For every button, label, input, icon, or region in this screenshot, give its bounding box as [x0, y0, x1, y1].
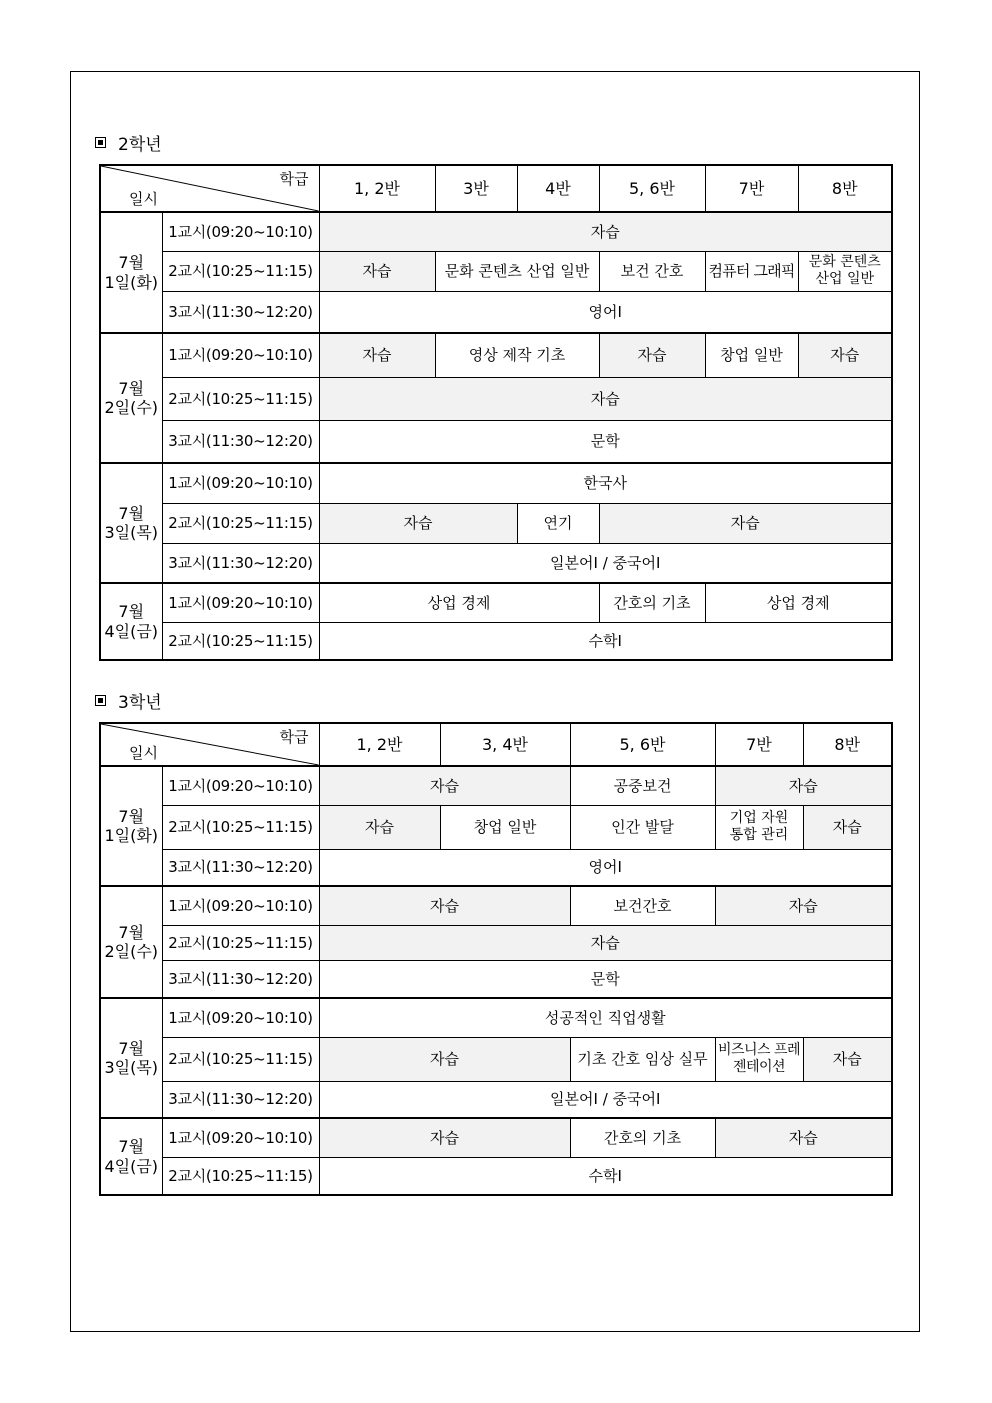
date-cell [100, 886, 162, 998]
period-label: 1교시(09:20~10:10) [162, 212, 319, 251]
date-day: 3일(목) [104, 1058, 159, 1077]
subject-cell: 자습 [715, 1118, 892, 1157]
subject-cell: 기업 자원 통합 관리 [715, 805, 803, 849]
subject-cell: 비즈니스 프레젠테이션 [715, 1037, 803, 1081]
table-row [100, 1081, 892, 1118]
date-day: 3일(목) [104, 523, 159, 542]
subject-cell: 자습 [319, 886, 570, 925]
date-month: 7월 [118, 922, 145, 942]
subject-cell: 자습 [803, 1037, 892, 1081]
subject-cell: 상업 경제 [705, 583, 892, 622]
subject-cell: 영상 제작 기초 [435, 333, 599, 377]
subject-cell: 간호의 기초 [599, 583, 705, 622]
subject-cell: 문학 [319, 420, 892, 463]
table-row [100, 420, 892, 463]
period-label: 2교시(10:25~11:15) [162, 377, 319, 420]
period-label: 1교시(09:20~10:10) [162, 333, 319, 377]
table-row [100, 377, 892, 420]
date-day: 4일(금) [104, 621, 159, 641]
grade3-header-row [100, 723, 892, 766]
grade2-header-row [100, 165, 892, 212]
subject-cell: 문화 콘텐츠 산업 일반 [435, 251, 599, 291]
corner-cell [100, 723, 319, 766]
subject-cell: 자습 [803, 805, 892, 849]
date-month: 7월 [118, 503, 145, 523]
table-row [100, 543, 892, 583]
class-header: 5, 6반 [570, 723, 715, 766]
class-header: 5, 6반 [599, 165, 705, 212]
date-cell [100, 1118, 162, 1195]
corner-date-label: 일시 [129, 190, 158, 208]
subject-cell: 상업 경제 [319, 583, 599, 622]
date-month: 7월 [118, 1137, 145, 1157]
subject-cell: 기초 간호 임상 실무 [570, 1037, 715, 1081]
subject-cell: 컴퓨터 그래픽 [705, 251, 798, 291]
class-header: 3, 4반 [440, 723, 570, 766]
subject-cell: 자습 [319, 503, 517, 543]
square-bullet-icon [95, 137, 106, 148]
corner-class-label: 학급 [279, 728, 309, 746]
date-cell [100, 463, 162, 583]
subject-cell: 수학Ⅰ [319, 1157, 892, 1195]
subject-cell: 자습 [319, 1118, 570, 1157]
date-day: 2일(수) [104, 398, 159, 417]
table-row [100, 1157, 892, 1195]
subject-cell: 자습 [319, 212, 892, 251]
subject-cell: 자습 [599, 333, 705, 377]
subject-cell: 영어Ⅰ [319, 849, 892, 886]
table-row [100, 849, 892, 886]
period-label: 3교시(11:30~12:20) [162, 960, 319, 998]
period-label: 3교시(11:30~12:20) [162, 1081, 319, 1118]
class-header: 4반 [517, 165, 599, 212]
subject-cell: 보건 간호 [599, 251, 705, 291]
subject-cell: 공중보건 [570, 766, 715, 805]
table-row [100, 766, 892, 805]
square-bullet-icon [95, 695, 106, 706]
period-label: 3교시(11:30~12:20) [162, 543, 319, 583]
grade2-timetable [99, 164, 893, 661]
date-cell [100, 212, 162, 333]
table-row [100, 583, 892, 622]
period-label: 2교시(10:25~11:15) [162, 1157, 319, 1195]
subject-cell: 자습 [715, 766, 892, 805]
corner-date-label: 일시 [129, 744, 158, 762]
period-label: 2교시(10:25~11:15) [162, 925, 319, 960]
period-label: 3교시(11:30~12:20) [162, 291, 319, 333]
period-label: 1교시(09:20~10:10) [162, 1118, 319, 1157]
period-label: 2교시(10:25~11:15) [162, 251, 319, 291]
subject-cell: 간호의 기초 [570, 1118, 715, 1157]
grade3-heading [95, 688, 162, 713]
period-label: 1교시(09:20~10:10) [162, 886, 319, 925]
table-row [100, 291, 892, 333]
grade2-title: 2학년 [118, 135, 162, 155]
subject-cell: 자습 [319, 377, 892, 420]
subject-cell: 연기 [517, 503, 599, 543]
class-header: 1, 2반 [319, 723, 440, 766]
subject-cell: 자습 [319, 925, 892, 960]
date-cell [100, 333, 162, 463]
date-cell [100, 766, 162, 886]
date-day: 1일(화) [104, 826, 159, 845]
date-month: 7월 [118, 378, 145, 398]
subject-cell: 문학 [319, 960, 892, 998]
period-label: 1교시(09:20~10:10) [162, 998, 319, 1037]
table-row [100, 960, 892, 998]
class-header: 8반 [798, 165, 892, 212]
subject-cell: 문화 콘텐츠 산업 일반 [798, 251, 892, 291]
subject-cell: 수학Ⅰ [319, 622, 892, 660]
date-month: 7월 [118, 253, 145, 273]
period-label: 2교시(10:25~11:15) [162, 622, 319, 660]
table-row [100, 463, 892, 503]
class-header: 8반 [803, 723, 892, 766]
subject-cell: 영어Ⅰ [319, 291, 892, 333]
corner-class-label: 학급 [279, 170, 309, 188]
period-label: 1교시(09:20~10:10) [162, 463, 319, 503]
table-row [100, 212, 892, 251]
grade3-timetable [99, 722, 893, 1196]
subject-cell: 한국사 [319, 463, 892, 503]
table-row [100, 503, 892, 543]
table-row [100, 622, 892, 660]
subject-cell: 일본어Ⅰ / 중국어Ⅰ [319, 1081, 892, 1118]
subject-cell: 자습 [319, 1037, 570, 1081]
class-header: 3반 [435, 165, 517, 212]
date-day: 1일(화) [104, 272, 159, 292]
period-label: 2교시(10:25~11:15) [162, 503, 319, 543]
date-cell [100, 583, 162, 660]
period-label: 2교시(10:25~11:15) [162, 805, 319, 849]
period-label: 3교시(11:30~12:20) [162, 420, 319, 463]
subject-cell: 자습 [319, 766, 570, 805]
subject-cell: 자습 [319, 333, 435, 377]
subject-cell: 성공적인 직업생활 [319, 998, 892, 1037]
table-row [100, 805, 892, 849]
subject-cell: 자습 [319, 251, 435, 291]
period-label: 3교시(11:30~12:20) [162, 849, 319, 886]
period-label: 2교시(10:25~11:15) [162, 1037, 319, 1081]
table-row [100, 1037, 892, 1081]
subject-cell: 보건간호 [570, 886, 715, 925]
period-label: 1교시(09:20~10:10) [162, 583, 319, 622]
subject-cell: 자습 [599, 503, 892, 543]
table-row [100, 1118, 892, 1157]
subject-cell: 자습 [798, 333, 892, 377]
subject-cell: 일본어Ⅰ / 중국어Ⅰ [319, 543, 892, 583]
date-day: 2일(수) [104, 942, 159, 961]
subject-cell: 창업 일반 [440, 805, 570, 849]
grade3-title: 3학년 [118, 693, 162, 713]
date-month: 7월 [118, 806, 145, 826]
table-row [100, 925, 892, 960]
date-month: 7월 [118, 602, 145, 622]
date-cell [100, 998, 162, 1118]
corner-cell [100, 165, 319, 212]
date-day: 4일(금) [104, 1156, 159, 1176]
table-row [100, 998, 892, 1037]
date-month: 7월 [118, 1038, 145, 1058]
table-row [100, 886, 892, 925]
class-header: 7반 [705, 165, 798, 212]
grade2-heading [95, 130, 162, 155]
subject-cell: 인간 발달 [570, 805, 715, 849]
table-row [100, 333, 892, 377]
subject-cell: 자습 [715, 886, 892, 925]
class-header: 1, 2반 [319, 165, 435, 212]
period-label: 1교시(09:20~10:10) [162, 766, 319, 805]
class-header: 7반 [715, 723, 803, 766]
subject-cell: 자습 [319, 805, 440, 849]
subject-cell: 창업 일반 [705, 333, 798, 377]
table-row [100, 251, 892, 291]
